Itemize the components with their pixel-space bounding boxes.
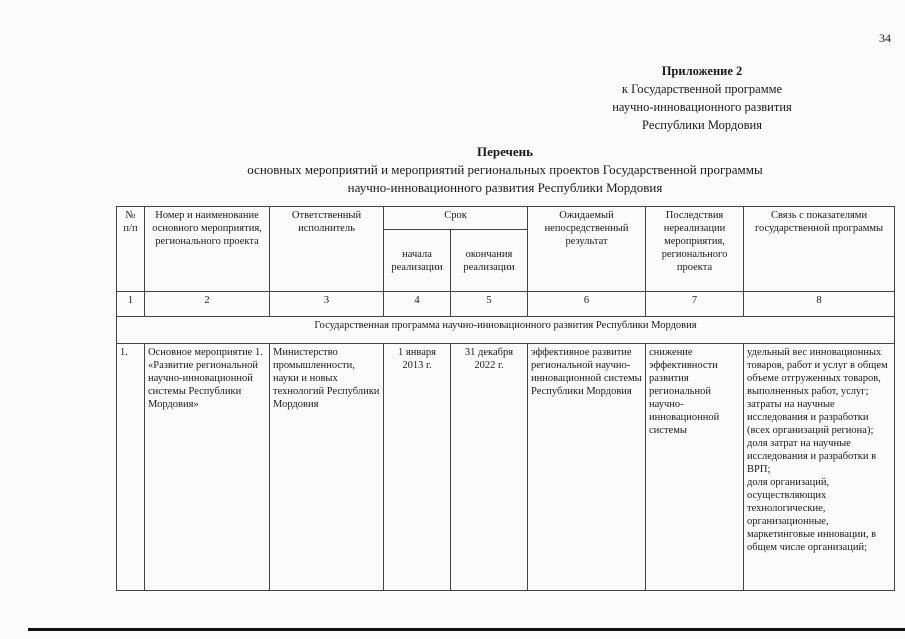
document-subtitle-line: научно-инновационного развития Республики Мордовия xyxy=(347,180,663,195)
header-consequences: Последствия нереализации мероприятия, регионального проекта xyxy=(646,207,744,292)
column-number: 3 xyxy=(270,292,384,317)
column-number: 5 xyxy=(451,292,528,317)
row-executor: Министерство промышленности, науки и новых технологий Республики Мордовия xyxy=(270,344,384,591)
table-header-row xyxy=(117,207,895,230)
row-name: Основное мероприятие 1. «Развитие региональной научно-инновационной системы Республики Мордовия» xyxy=(145,344,270,591)
page-number: 34 xyxy=(879,31,891,45)
column-number: 6 xyxy=(528,292,646,317)
indicator-item: доля затрат на научные исследования и разработки в ВРП; xyxy=(747,438,877,475)
indicator-item: затраты на научные исследования и разработки (всех организаций региона); xyxy=(747,399,874,436)
appendix-line: к Государственной программе xyxy=(621,82,783,96)
row-link xyxy=(744,344,895,591)
activities-table xyxy=(116,206,895,591)
column-number: 1 xyxy=(117,292,145,317)
header-term: Срок xyxy=(384,207,528,230)
header-start: начала реализации xyxy=(384,230,451,292)
appendix-title: Приложение 2 xyxy=(661,64,743,78)
document-title: Перечень xyxy=(476,144,534,159)
column-number: 2 xyxy=(145,292,270,317)
indicator-item: доля организаций, осуществляющих технологические, организационные, маркетинговые инновации, в общем числе организаций; xyxy=(747,477,877,553)
column-number: 8 xyxy=(744,292,895,317)
column-number: 7 xyxy=(646,292,744,317)
header-executor: Ответственный исполнитель xyxy=(270,207,384,292)
document-subtitle-line: основных мероприятий и мероприятий региональных проектов Государственной программы xyxy=(247,162,763,177)
header-end: окончания реализации xyxy=(451,230,528,292)
row-num: 1. xyxy=(117,344,145,591)
appendix-block xyxy=(582,62,822,134)
column-number-row xyxy=(117,292,895,317)
indicator-item: удельный вес инновационных товаров, работ и услуг в общем объеме отгруженных товаров, выполненных работ, услуг; xyxy=(747,347,888,397)
appendix-line: Республики Мордовия xyxy=(642,118,762,132)
header-result: Ожидаемый непосредственный результат xyxy=(528,207,646,292)
row-end: 31 декабря 2022 г. xyxy=(451,344,528,591)
column-number: 4 xyxy=(384,292,451,317)
row-result: эффективное развитие региональной научно-инновационной системы Республики Мордовия xyxy=(528,344,646,591)
table-row xyxy=(117,344,895,591)
header-name: Номер и наименование основного мероприятия, регионального проекта xyxy=(145,207,270,292)
header-link: Связь с показателями государственной программы xyxy=(744,207,895,292)
section-row xyxy=(117,317,895,344)
header-num: № п/п xyxy=(117,207,145,292)
bottom-divider xyxy=(28,628,905,631)
document-heading xyxy=(150,143,860,197)
section-title: Государственная программа научно-инновационного развития Республики Мордовия xyxy=(117,317,895,344)
row-start: 1 января 2013 г. xyxy=(384,344,451,591)
row-consequences: снижение эффективности развития региональной научно-инновационной системы xyxy=(646,344,744,591)
appendix-line: научно-инновационного развития xyxy=(612,100,792,114)
